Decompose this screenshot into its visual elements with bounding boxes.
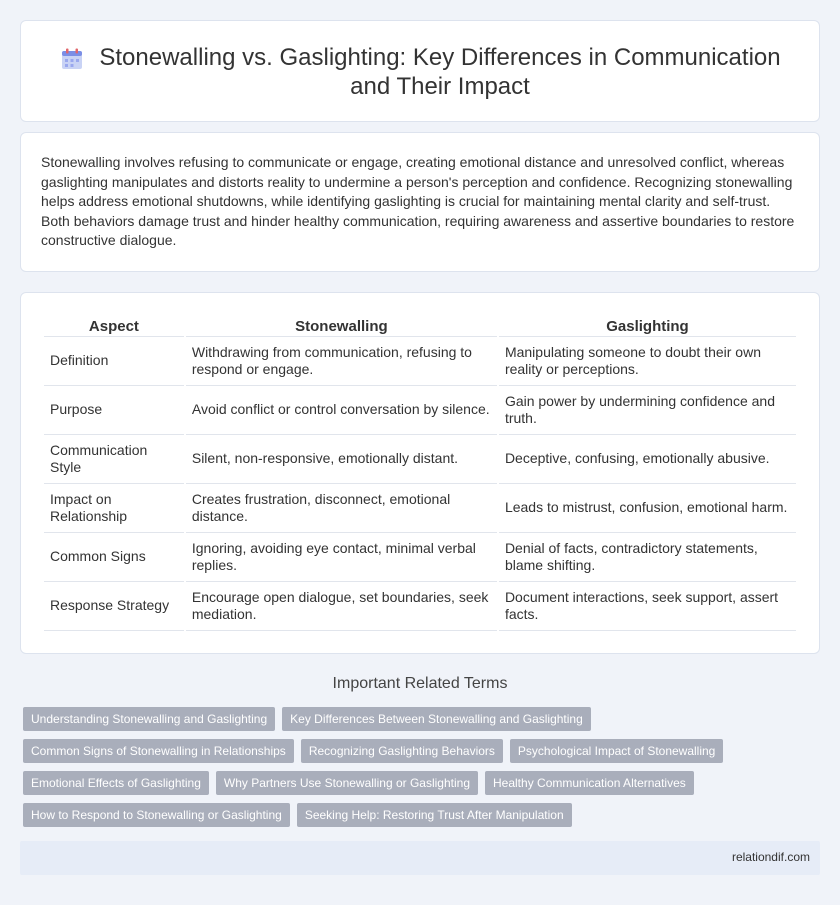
stonewalling-cell: Avoid conflict or control conversation by silence. <box>186 386 497 435</box>
related-tag[interactable]: Why Partners Use Stonewalling or Gaslighting <box>216 771 478 795</box>
related-tag[interactable]: Recognizing Gaslighting Behaviors <box>301 739 503 763</box>
related-terms-title: Important Related Terms <box>332 675 508 692</box>
page-title: Stonewalling vs. Gaslighting: Key Differences in Communication and Their Impact <box>99 44 781 100</box>
aspect-cell: Purpose <box>44 386 184 435</box>
stonewalling-cell: Encourage open dialogue, set boundaries, seek mediation. <box>186 582 497 631</box>
header-card <box>20 20 820 122</box>
aspect-cell: Definition <box>44 337 184 386</box>
gaslighting-cell: Denial of facts, contradictory statements, blame shifting. <box>499 533 796 582</box>
gaslighting-cell: Document interactions, seek support, assert facts. <box>499 582 796 631</box>
related-tag[interactable]: Key Differences Between Stonewalling and Gaslighting <box>282 707 591 731</box>
stonewalling-cell: Creates frustration, disconnect, emotional distance. <box>186 484 497 533</box>
table-row <box>44 582 796 631</box>
related-tags-row <box>23 707 591 731</box>
related-tags-row <box>23 803 572 827</box>
related-tag[interactable]: Common Signs of Stonewalling in Relationships <box>23 739 294 763</box>
table-row <box>44 435 796 484</box>
table-header-row <box>44 315 796 337</box>
stonewalling-cell: Ignoring, avoiding eye contact, minimal verbal replies. <box>186 533 497 582</box>
table-row <box>44 337 796 386</box>
related-tag[interactable]: Understanding Stonewalling and Gaslighting <box>23 707 275 731</box>
table-row <box>44 533 796 582</box>
header-aspect: Aspect <box>44 315 184 337</box>
stonewalling-cell: Silent, non-responsive, emotionally distant. <box>186 435 497 484</box>
stonewalling-cell: Withdrawing from communication, refusing to respond or engage. <box>186 337 497 386</box>
table-row <box>44 386 796 435</box>
aspect-cell: Impact on Relationship <box>44 484 184 533</box>
footer-site-link[interactable]: relationdif.com <box>731 850 810 864</box>
gaslighting-cell: Leads to mistrust, confusion, emotional harm. <box>499 484 796 533</box>
gaslighting-cell: Gain power by undermining confidence and truth. <box>499 386 796 435</box>
related-tag[interactable]: Seeking Help: Restoring Trust After Manipulation <box>297 803 572 827</box>
related-tags-row <box>23 771 694 795</box>
aspect-cell: Response Strategy <box>44 582 184 631</box>
table-row <box>44 484 796 533</box>
footer <box>20 841 820 875</box>
related-tag[interactable]: Healthy Communication Alternatives <box>485 771 694 795</box>
intro-paragraph: Stonewalling involves refusing to communicate or engage, creating emotional distance and unresolved conflict, whereas gaslighting manipulates and distorts reality to undermine a person's perception and confidence. Recognizing stonewalling helps address emotional shutdowns, while identifying gaslighting is crucial for maintaining mental clarity and self-trust. Both behaviors damage trust and hinder healthy communication, requiring awareness and assertive boundaries to restore constructive dialogue. <box>41 154 795 249</box>
intro-card <box>20 132 820 272</box>
aspect-cell: Common Signs <box>44 533 184 582</box>
related-tag[interactable]: How to Respond to Stonewalling or Gaslighting <box>23 803 290 827</box>
comparison-table <box>42 315 798 631</box>
comparison-card <box>20 292 820 654</box>
related-tag[interactable]: Emotional Effects of Gaslighting <box>23 771 209 795</box>
gaslighting-cell: Manipulating someone to doubt their own reality or perceptions. <box>499 337 796 386</box>
header-gaslighting: Gaslighting <box>499 315 796 337</box>
aspect-cell: Communication Style <box>44 435 184 484</box>
related-tags-row <box>23 739 723 763</box>
related-tag[interactable]: Psychological Impact of Stonewalling <box>510 739 723 763</box>
header-stonewalling: Stonewalling <box>186 315 497 337</box>
gaslighting-cell: Deceptive, confusing, emotionally abusive. <box>499 435 796 484</box>
